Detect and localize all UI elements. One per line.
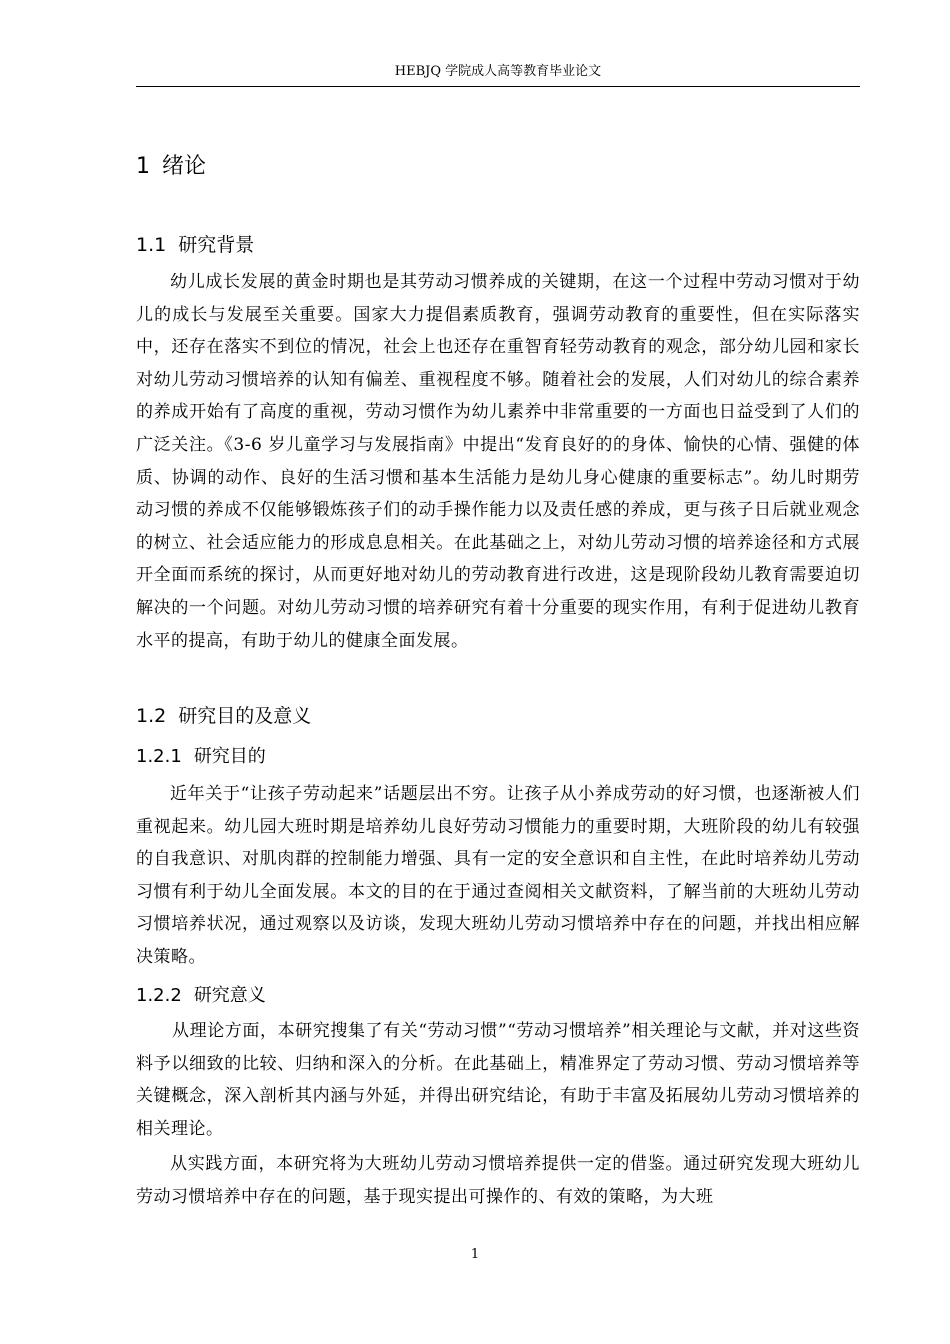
section-heading-1-1 <box>136 230 254 257</box>
section-title: 研究背景 <box>178 234 255 256</box>
header-divider <box>136 86 860 87</box>
chapter-title: 绪论 <box>162 154 207 179</box>
section-number: 1.1 <box>136 234 167 256</box>
section-number: 1.2 <box>136 705 167 727</box>
subsection-heading-1-2-2 <box>136 981 266 1007</box>
chapter-number: 1 <box>136 154 150 179</box>
paragraph-significance-theory: 从理论方面，本研究搜集了有关“劳动习惯”“劳动习惯培养”相关理论与文献，并对这些资料予以细致的比较、归纳和深入的分析。在此基础上，精准界定了劳动习惯、劳动习惯培养等关键概念，深入剖析其内涵与外延，并得出研究结论，有助于丰富及拓展幼儿劳动习惯培养的相关理论。 <box>136 1021 860 1139</box>
subsection-number: 1.2.1 <box>136 746 182 767</box>
paragraph-significance-practice: 从实践方面，本研究将为大班幼儿劳动习惯培养提供一定的借鉴。通过研究发现大班幼儿劳动习惯培养中存在的问题，基于现实提出可操作的、有效的策略，为大班 <box>136 1154 860 1207</box>
chapter-heading <box>136 149 206 180</box>
page-number: 1 <box>470 1247 480 1262</box>
paragraph-purpose: 近年关于“让孩子劳动起来”话题层出不穷。让孩子从小养成劳动的好习惯，也逐渐被人们重视起来。幼儿园大班时期是培养幼儿良好劳动习惯能力的重要时期，大班阶段的幼儿有较强的自我意识、对肌肉群的控制能力增强、具有一定的安全意识和自主性，在此时培养幼儿劳动习惯有利于幼儿全面发展。本文的目的在于通过查阅相关文献资料，了解当前的大班幼儿劳动习惯培养状况，通过观察以及访谈，发现大班幼儿劳动习惯培养中存在的问题，并找出相应解决策略。 <box>136 784 860 967</box>
page-header: HEBJQ 学院成人高等教育毕业论文 <box>394 64 602 79</box>
paragraph-background: 幼儿成长发展的黄金时期也是其劳动习惯养成的关键期，在这一个过程中劳动习惯对于幼儿的成长与发展至关重要。国家大力提倡素质教育，强调劳动教育的重要性，但在实际落实中，还存在落实不到位的情况，社会上也还存在重智育轻劳动教育的观念，部分幼儿园和家长对幼儿劳动习惯培养的认知有偏差、重视程度不够。随着社会的发展，人们对幼儿的综合素养的养成开始有了高度的重视，劳动习惯作为幼儿素养中非常重要的一方面也日益受到了人们的广泛关注。《3-6 岁儿童学习与发展指南》中提出“发育良好的的身体、愉快的心情、强健的体质、协调的动作、良好的生活习惯和基本生活能力是幼儿身心健康的重要标志”。幼儿时期劳动习惯的养成不仅能够锻炼孩子们的动手操作能力以及责任感的养成，更与孩子日后就业观念的树立、社会适应能力的形成息息相关。在此基础之上，对幼儿劳动习惯的培养途径和方式展开全面而系统的探讨，从而更好地对幼儿的劳动教育进行改进，这是现阶段幼儿教育需要迫切解决的一个问题。对幼儿劳动习惯的培养研究有着十分重要的现实作用，有利于促进幼儿教育水平的提高，有助于幼儿的健康全面发展。 <box>136 272 860 651</box>
subsection-title: 研究意义 <box>193 985 266 1006</box>
section-heading-1-2 <box>136 701 311 728</box>
section-title: 研究目的及意义 <box>178 705 312 727</box>
subsection-title: 研究目的 <box>193 746 266 767</box>
subsection-heading-1-2-1 <box>136 742 266 768</box>
subsection-number: 1.2.2 <box>136 985 182 1006</box>
